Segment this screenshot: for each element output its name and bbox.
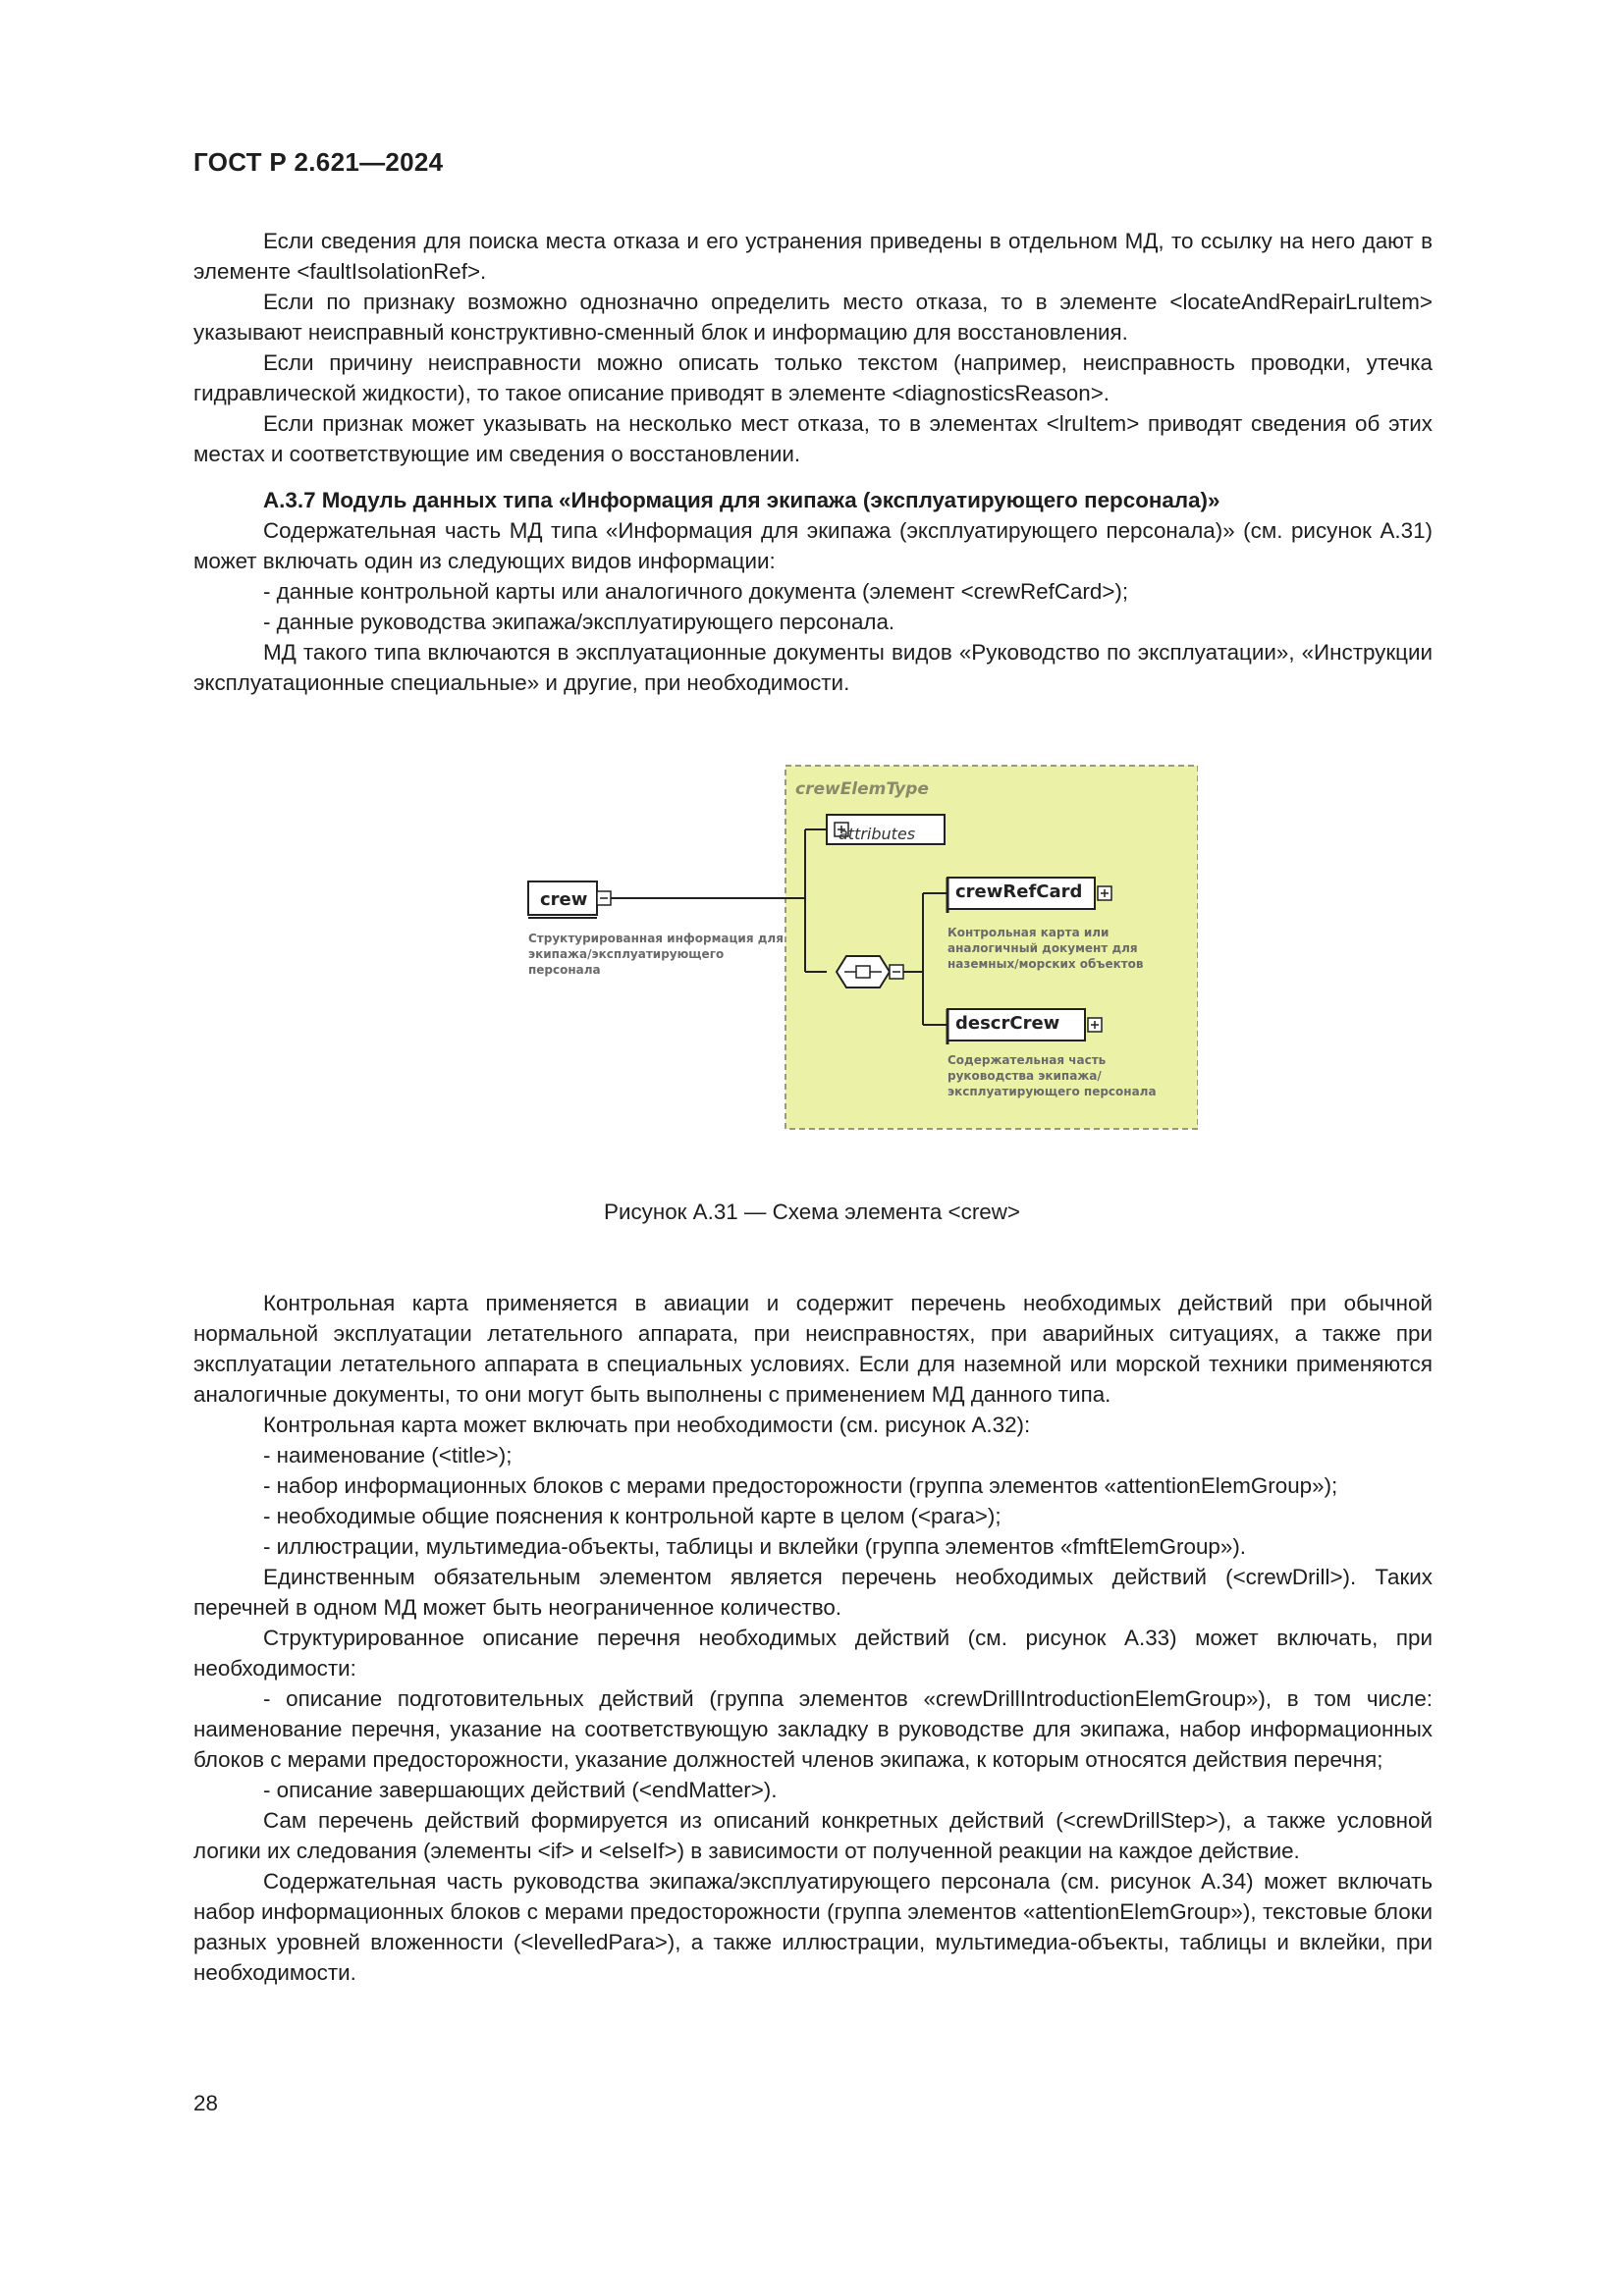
list-item: - набор информационных блоков с мерами предосторожности (группа элементов «attentionElemGroup»);	[263, 1473, 1338, 1498]
paragraph: Если по признаку возможно однозначно определить место отказа, то в элементе <locateAndRepairLruItem> указывают неисправный конструктивно-сменный блок и информацию для восстановления.	[193, 290, 1433, 345]
list-item: - данные руководства экипажа/эксплуатирующего персонала.	[263, 610, 895, 634]
child-crewrefcard-label: crewRefCard	[955, 881, 1083, 902]
list-item: - данные контрольной карты или аналогичного документа (элемент <crewRefCard>);	[263, 579, 1129, 604]
list-item: - иллюстрации, мультимедиа-объекты, таблицы и вклейки (группа элементов «fmftElemGroup»).	[263, 1534, 1247, 1559]
paragraph: Сам перечень действий формируется из описаний конкретных действий (<crewDrillStep>), а также условной логики их следования (элементы <if> и <elseIf>) в зависимости от полученной реакции на каждое действие.	[193, 1808, 1433, 1863]
list-item: - необходимые общие пояснения к контрольной карте в целом (<para>);	[263, 1504, 1001, 1528]
list-item: - описание завершающих действий (<endMatter>).	[263, 1778, 778, 1802]
child-descrcrew-label: descrCrew	[955, 1013, 1060, 1034]
document-header: ГОСТ Р 2.621—2024	[193, 147, 444, 177]
root-element-doc: Структурированная информация для экипажа/эксплуатирующего персонала	[528, 932, 784, 977]
paragraph: МД такого типа включаются в эксплуатационные документы видов «Руководство по эксплуатации», «Инструкции эксплуатационные специальные» и другие, при необходимости.	[193, 640, 1433, 695]
paragraph: Если сведения для поиска места отказа и его устранения приведены в отдельном МД, то ссылку на него дают в элементе <faultIsolationRef>.	[193, 229, 1433, 284]
section-heading: А.3.7 Модуль данных типа «Информация для экипажа (эксплуатирующего персонала)»	[263, 488, 1220, 512]
paragraph: - описание подготовительных действий (группа элементов «crewDrillIntroductionElemGroup»), в том числе: наименование перечня, указание на соответствующую закладку в руководстве для экипажа, набор информационных блоков с мерами предосторожности, указание должностей членов экипажа, к которым относятся действия перечня;	[193, 1686, 1433, 1772]
paragraph: Контрольная карта применяется в авиации и содержит перечень необходимых действий при обычной нормальной эксплуатации летательного аппарата, при неисправностях, при аварийных ситуациях, а также при эксплуатации летательного аппарата в специальных условиях. Если для наземной или морской техники применяются аналогичные документы, то они могут быть выполнены с применением МД данного типа.	[193, 1291, 1433, 1407]
paragraph: Если причину неисправности можно описать только текстом (например, неисправность проводки, утечка гидравлической жидкости), то такое описание приводят в элементе <diagnosticsReason>.	[193, 350, 1433, 405]
child-descrcrew-doc: Содержательная часть руководства экипажа/эксплуатирующего персонала	[947, 1053, 1157, 1098]
paragraph: Контрольная карта может включать при необходимости (см. рисунок А.32):	[263, 1413, 1031, 1437]
paragraph: Содержательная часть МД типа «Информация для экипажа (эксплуатирующего персонала)» (см. рисунок А.31) может включать один из следующих видов информации:	[193, 518, 1433, 573]
schema-diagram-crew	[511, 756, 1198, 1139]
text-block-check-card	[193, 1288, 1433, 1988]
paragraph: Содержательная часть руководства экипажа/эксплуатирующего персонала (см. рисунок А.34) может включать набор информационных блоков с мерами предосторожности (группа элементов «attentionElemGroup»), текстовые блоки разных уровней вложенности (<levelledPara>), а также иллюстрации, мультимедиа-объекты, таблицы и вклейки, при необходимости.	[193, 1869, 1433, 1985]
figure-caption: Рисунок А.31 — Схема элемента <crew>	[604, 1200, 1020, 1224]
list-item: - наименование (<title>);	[263, 1443, 513, 1468]
paragraph: Единственным обязательным элементом является перечень необходимых действий (<crewDrill>). Таких перечней в одном МД может быть неограниченное количество.	[193, 1565, 1433, 1620]
text-block-section-a37	[193, 485, 1433, 698]
page-number: 28	[193, 2091, 218, 2115]
child-crewrefcard-doc: Контрольная карта или аналогичный документ для наземных/морских объектов	[947, 926, 1144, 971]
root-element-label: crew	[540, 889, 588, 910]
attributes-label: attributes	[839, 825, 916, 843]
type-name-label: crewElemType	[795, 779, 929, 799]
paragraph: Если признак может указывать на несколько мест отказа, то в элементах <lruItem> приводят сведения об этих местах и соответствующие им сведения о восстановлении.	[193, 411, 1433, 466]
paragraph: Структурированное описание перечня необходимых действий (см. рисунок А.33) может включать, при необходимости:	[193, 1626, 1433, 1681]
text-block-fault-isolation	[193, 226, 1433, 469]
